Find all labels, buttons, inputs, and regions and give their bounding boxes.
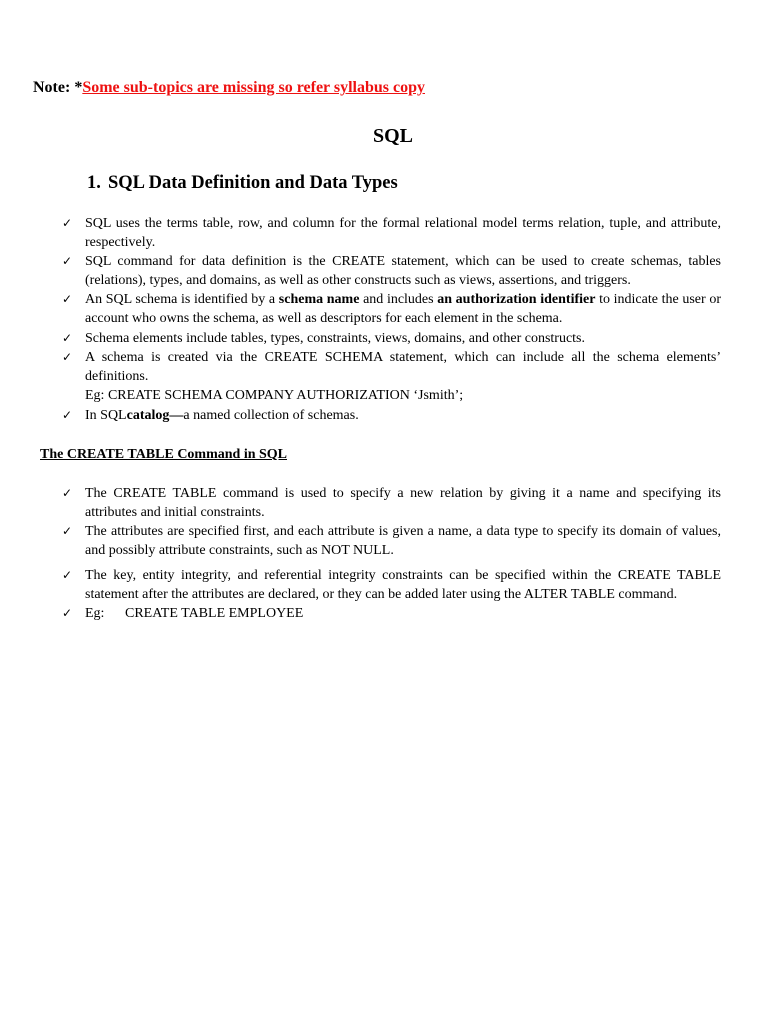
example-label: Eg: bbox=[85, 606, 105, 621]
list-item-text: Schema elements include tables, types, constraints, views, domains, and other constructs. bbox=[85, 331, 585, 346]
checkmark-icon: ✓ bbox=[62, 331, 73, 345]
page-title: SQL bbox=[372, 125, 414, 147]
authorization-identifier-term: an authorization identifier bbox=[437, 292, 596, 307]
list-item-text: The key, entity integrity, and referential integrity constraints can be specified within the CREATE TABLE statement after the attributes are declared, or they can be added later using the ALTER TABLE command. bbox=[85, 568, 721, 602]
list-item bbox=[62, 348, 721, 405]
note-line bbox=[33, 78, 425, 98]
checkmark-icon: ✓ bbox=[62, 350, 73, 364]
list-item bbox=[62, 290, 721, 328]
list-item-text: The CREATE TABLE command is used to specify a new relation by giving it a name and specifying its attributes and initial constraints. bbox=[85, 486, 721, 520]
section-number: 1. bbox=[87, 173, 101, 193]
list-item bbox=[62, 522, 721, 560]
create-table-example: CREATE TABLE EMPLOYEE bbox=[125, 606, 304, 621]
list-item-text: A schema is created via the CREATE SCHEMA statement, which can include all the schema elements’ definitions. bbox=[85, 350, 721, 384]
schema-name-term: schema name bbox=[278, 292, 360, 307]
section-heading bbox=[87, 172, 398, 194]
list-item bbox=[62, 604, 721, 623]
list-item bbox=[62, 214, 721, 252]
note-prefix: Note: * bbox=[33, 79, 83, 96]
note-warning: Some sub-topics are missing so refer syllabus copy bbox=[82, 79, 425, 96]
list-item-text: The attributes are specified first, and each attribute is given a name, a data type to specify its domain of values, and possibly attribute constraints, such as NOT NULL. bbox=[85, 524, 721, 558]
list-item bbox=[62, 406, 721, 425]
checkmark-icon: ✓ bbox=[62, 606, 73, 620]
list-item bbox=[62, 484, 721, 522]
list-item-text-part: a named collection of schemas. bbox=[183, 408, 359, 423]
list-item-text: SQL uses the terms table, row, and column for the formal relational model terms relation, tuple, and attribute, respectively. bbox=[85, 216, 721, 250]
list-item-text-part: An SQL schema is identified by a bbox=[85, 292, 279, 307]
checkmark-icon: ✓ bbox=[62, 254, 73, 268]
catalog-term: catalog— bbox=[126, 408, 184, 423]
create-table-heading: The CREATE TABLE Command in SQL bbox=[40, 447, 288, 462]
checkmark-icon: ✓ bbox=[62, 524, 73, 538]
checkmark-icon: ✓ bbox=[62, 292, 73, 306]
checkmark-icon: ✓ bbox=[62, 216, 73, 230]
list-item-text-part: to indicate the user or account who owns the schema, as well as descriptors for each element in the schema. bbox=[85, 292, 721, 326]
list-item-text-part: and includes bbox=[359, 292, 438, 307]
list-item bbox=[62, 329, 721, 348]
section-heading-text: SQL Data Definition and Data Types bbox=[108, 173, 398, 193]
list-item bbox=[62, 566, 721, 604]
checkmark-icon: ✓ bbox=[62, 568, 73, 582]
checkmark-icon: ✓ bbox=[62, 408, 73, 422]
list-item bbox=[62, 252, 721, 290]
list-item-text: SQL command for data definition is the CREATE statement, which can be used to create schemas, tables (relations), types, and domains, as well as other constructs such as views, assertions, and triggers. bbox=[85, 254, 721, 288]
schema-example: Eg: CREATE SCHEMA COMPANY AUTHORIZATION ‘Jsmith’; bbox=[85, 388, 464, 403]
list-item-text-part: In SQL bbox=[85, 408, 127, 423]
checkmark-icon: ✓ bbox=[62, 486, 73, 500]
